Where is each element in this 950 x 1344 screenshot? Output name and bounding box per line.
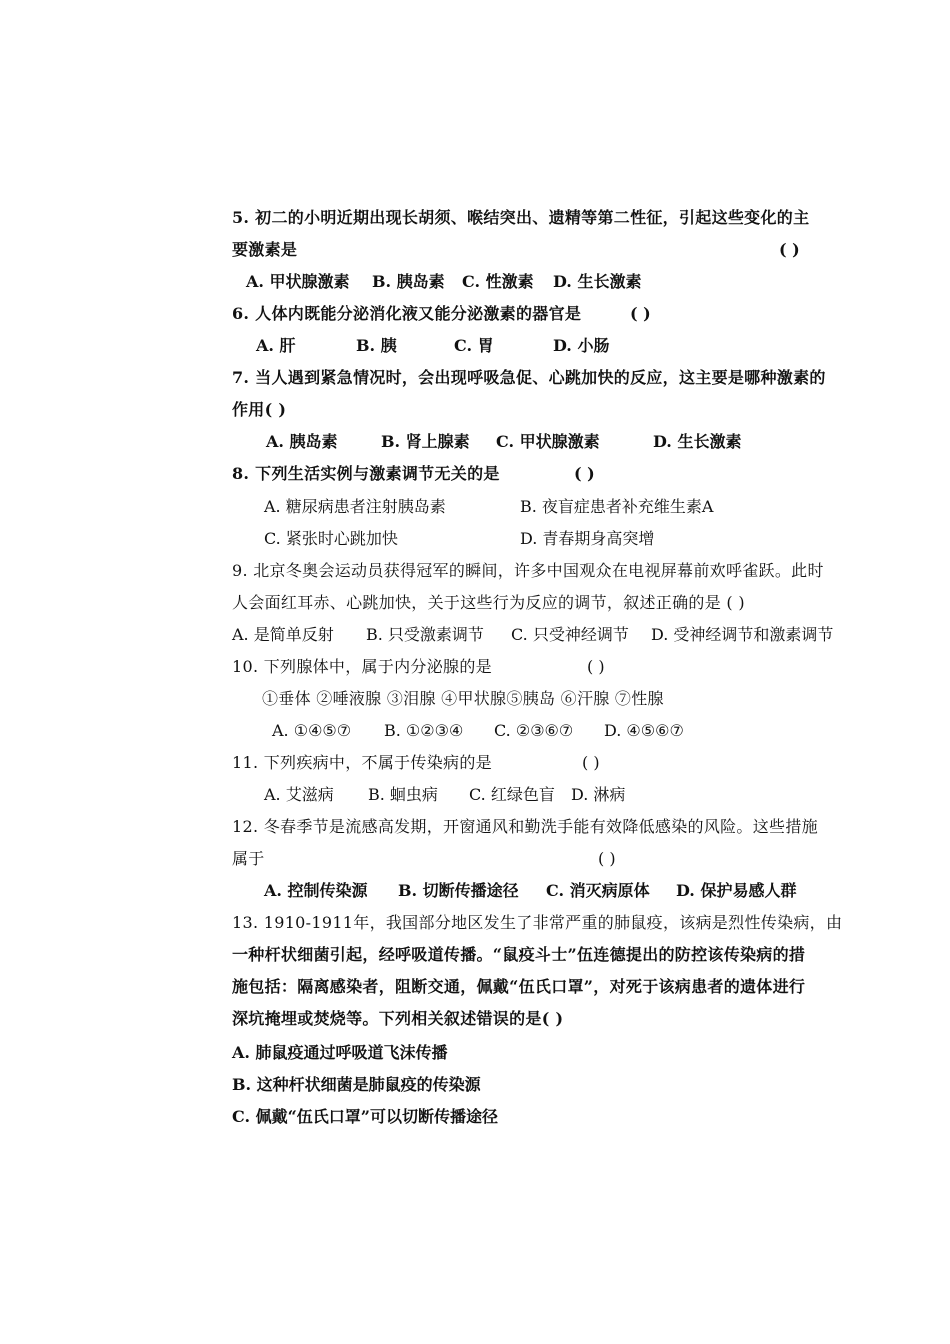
q11-answer-paren: ( ) <box>582 753 600 772</box>
q5-option-b: B. 胰岛素 <box>372 272 445 291</box>
q11-option-b: B. 蛔虫病 <box>368 785 438 804</box>
q9-stem-line1: 9. 北京冬奥会运动员获得冠军的瞬间，许多中国观众在电视屏幕前欢呼雀跃。此时 <box>232 561 824 580</box>
q8-option-d: D. 青春期身高突增 <box>520 529 655 548</box>
q12-option-c: C. 消灭病原体 <box>546 881 650 900</box>
q13-stem-line2: 一种杆状细菌引起，经呼吸道传播。“鼠疫斗士”伍连德提出的防控该传染病的措 <box>232 945 806 964</box>
q5-stem-line2: 要激素是 <box>232 240 298 259</box>
q9-option-b: B. 只受激素调节 <box>366 625 484 644</box>
q5-option-a: A. 甲状腺激素 <box>246 272 350 291</box>
q12-option-d: D. 保护易感人群 <box>676 881 797 900</box>
q6-option-a: A. 肝 <box>256 336 296 355</box>
q13-stem-line3: 施包括：隔离感染者，阻断交通，佩戴“伍氏口罩”，对死于该病患者的遗体进行 <box>232 977 806 996</box>
q8-answer-paren: ( ) <box>574 464 595 483</box>
q7-option-b: B. 肾上腺素 <box>381 432 470 451</box>
q12-option-a: A. 控制传染源 <box>264 881 368 900</box>
q6-stem: 6. 人体内既能分泌消化液又能分泌激素的器官是 <box>232 304 582 323</box>
q5-stem-line1: 5. 初二的小明近期出现长胡须、喉结突出、遗精等第二性征，引起这些变化的主 <box>232 208 810 227</box>
q13-stem-line4: 深坑掩埋或焚烧等。下列相关叙述错误的是( ) <box>232 1009 564 1028</box>
q9-option-a: A. 是简单反射 <box>232 625 334 644</box>
q5-answer-paren: ( ) <box>779 240 800 259</box>
q13-option-c: C. 佩戴“伍氏口罩”可以切断传播途径 <box>232 1107 499 1126</box>
q8-stem: 8. 下列生活实例与激素调节无关的是 <box>232 464 500 483</box>
q9-stem-line2: 人会面红耳赤、心跳加快，关于这些行为反应的调节，叙述正确的是 ( ) <box>232 593 745 612</box>
q6-answer-paren: ( ) <box>630 304 651 323</box>
q10-gland-list: ①垂体 ②唾液腺 ③泪腺 ④甲状腺⑤胰岛 ⑥汗腺 ⑦性腺 <box>262 689 664 708</box>
q10-option-a: A. ①④⑤⑦ <box>272 721 352 740</box>
q7-stem-line1: 7. 当人遇到紧急情况时，会出现呼吸急促、心跳加快的反应，这主要是哪种激素的 <box>232 368 826 387</box>
q13-option-b: B. 这种杆状细菌是肺鼠疫的传染源 <box>232 1075 481 1094</box>
q7-option-c: C. 甲状腺激素 <box>496 432 600 451</box>
q12-stem-line2: 属于 <box>232 849 265 868</box>
q13-option-a: A. 肺鼠疫通过呼吸道飞沫传播 <box>232 1043 448 1062</box>
q12-stem-line1: 12. 冬春季节是流感高发期，开窗通风和勤洗手能有效降低感染的风险。这些措施 <box>232 817 818 836</box>
q10-option-b: B. ①②③④ <box>384 721 464 740</box>
q10-answer-paren: ( ) <box>587 657 605 676</box>
q12-answer-paren: ( ) <box>598 849 616 868</box>
q11-option-a: A. 艾滋病 <box>264 785 334 804</box>
q6-option-d: D. 小肠 <box>553 336 610 355</box>
q5-option-d: D. 生长激素 <box>553 272 642 291</box>
q5-option-c: C. 性激素 <box>462 272 534 291</box>
q11-option-d: D. 淋病 <box>571 785 626 804</box>
q8-option-b: B. 夜盲症患者补充维生素A <box>520 497 714 516</box>
q11-stem: 11. 下列疾病中，不属于传染病的是 <box>232 753 492 772</box>
q8-option-a: A. 糖尿病患者注射胰岛素 <box>264 497 446 516</box>
q13-stem-line1: 13. 1910-1911年，我国部分地区发生了非常严重的肺鼠疫，该病是烈性传染病，由 <box>232 913 843 932</box>
q10-stem: 10. 下列腺体中，属于内分泌腺的是 <box>232 657 492 676</box>
q6-option-c: C. 胃 <box>454 336 494 355</box>
q8-option-c: C. 紧张时心跳加快 <box>264 529 398 548</box>
q9-option-c: C. 只受神经调节 <box>511 625 629 644</box>
q7-option-d: D. 生长激素 <box>653 432 742 451</box>
q7-option-a: A. 胰岛素 <box>266 432 338 451</box>
q10-option-c: C. ②③⑥⑦ <box>494 721 574 740</box>
q10-option-d: D. ④⑤⑥⑦ <box>604 721 684 740</box>
q7-stem-line2: 作用( ) <box>232 400 287 419</box>
q9-option-d: D. 受神经调节和激素调节 <box>651 625 834 644</box>
q6-option-b: B. 胰 <box>356 336 397 355</box>
q11-option-c: C. 红绿色盲 <box>469 785 555 804</box>
q12-option-b: B. 切断传播途径 <box>398 881 519 900</box>
